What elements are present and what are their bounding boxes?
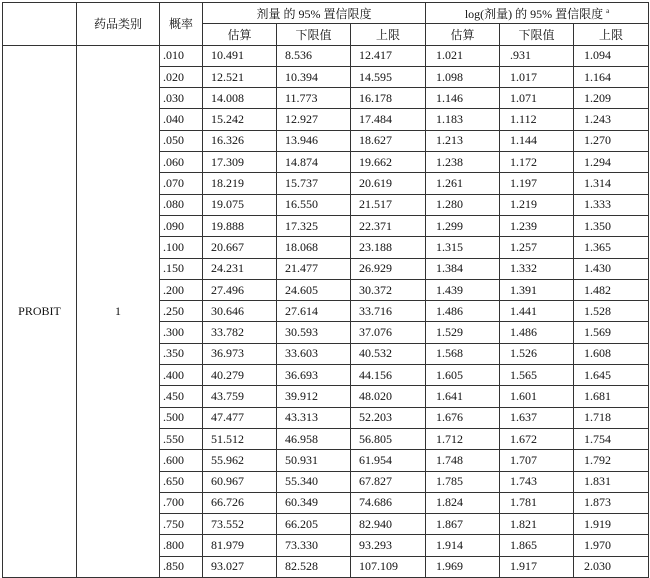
probability-cell: .350 xyxy=(160,343,203,364)
log-dose-upper-cell: 1.645 xyxy=(574,365,649,386)
dose-estimate-cell: 12.521 xyxy=(203,66,277,87)
log-dose-lower-cell: 1.144 xyxy=(500,130,574,151)
log-dose-estimate-cell: 1.146 xyxy=(426,88,500,109)
dose-estimate-cell: 40.279 xyxy=(203,365,277,386)
dose-estimate-cell: 93.027 xyxy=(203,556,277,577)
log-dose-estimate-cell: 1.914 xyxy=(426,535,500,556)
dose-upper-cell: 56.805 xyxy=(351,428,426,449)
log-dose-lower-cell: 1.486 xyxy=(500,322,574,343)
probability-cell: .030 xyxy=(160,88,203,109)
log-dose-upper-cell: 1.792 xyxy=(574,450,649,471)
log-dose-lower-cell: 1.112 xyxy=(500,109,574,130)
dose-lower-cell: 24.605 xyxy=(277,279,351,300)
log-dose-lower-cell: 1.637 xyxy=(500,407,574,428)
dose-upper-cell: 37.076 xyxy=(351,322,426,343)
log-dose-estimate-cell: 1.969 xyxy=(426,556,500,577)
header-log-dose-ci xyxy=(426,3,649,24)
log-dose-estimate-cell: 1.676 xyxy=(426,407,500,428)
log-dose-lower-cell: 1.526 xyxy=(500,343,574,364)
log-dose-estimate-cell: 1.785 xyxy=(426,471,500,492)
probability-cell: .050 xyxy=(160,130,203,151)
log-dose-upper-cell: 1.569 xyxy=(574,322,649,343)
dose-upper-cell: 23.188 xyxy=(351,237,426,258)
probability-cell: .800 xyxy=(160,535,203,556)
dose-estimate-cell: 36.973 xyxy=(203,343,277,364)
dose-upper-cell: 33.716 xyxy=(351,301,426,322)
dose-lower-cell: 18.068 xyxy=(277,237,351,258)
log-dose-lower-cell: 1.917 xyxy=(500,556,574,577)
log-dose-lower-cell: 1.865 xyxy=(500,535,574,556)
log-dose-lower-cell: 1.781 xyxy=(500,492,574,513)
log-dose-lower-cell: 1.743 xyxy=(500,471,574,492)
log-dose-estimate-cell: 1.529 xyxy=(426,322,500,343)
dose-upper-cell: 74.686 xyxy=(351,492,426,513)
dose-upper-cell: 14.595 xyxy=(351,66,426,87)
dose-upper-cell: 82.940 xyxy=(351,514,426,535)
header-drug-category: 药品类别 xyxy=(77,3,160,46)
probability-cell: .450 xyxy=(160,386,203,407)
dose-upper-cell: 48.020 xyxy=(351,386,426,407)
dose-lower-cell: 73.330 xyxy=(277,535,351,556)
log-dose-estimate-cell: 1.261 xyxy=(426,173,500,194)
dose-estimate-cell: 60.967 xyxy=(203,471,277,492)
log-dose-lower-cell: 1.071 xyxy=(500,88,574,109)
dose-lower-cell: 27.614 xyxy=(277,301,351,322)
log-dose-upper-cell: 1.608 xyxy=(574,343,649,364)
dose-lower-cell: 16.550 xyxy=(277,194,351,215)
dose-upper-cell: 17.484 xyxy=(351,109,426,130)
log-dose-upper-cell: 1.209 xyxy=(574,88,649,109)
log-dose-lower-cell: 1.257 xyxy=(500,237,574,258)
probability-cell: .700 xyxy=(160,492,203,513)
log-dose-lower-cell: 1.601 xyxy=(500,386,574,407)
log-dose-lower-cell: 1.197 xyxy=(500,173,574,194)
log-dose-lower-cell: .931 xyxy=(500,45,574,66)
dose-lower-cell: 21.477 xyxy=(277,258,351,279)
log-dose-estimate-cell: 1.641 xyxy=(426,386,500,407)
header-lower: 下限值 xyxy=(277,24,351,45)
log-dose-estimate-cell: 1.867 xyxy=(426,514,500,535)
dose-lower-cell: 39.912 xyxy=(277,386,351,407)
dose-lower-cell: 12.927 xyxy=(277,109,351,130)
probability-cell: .650 xyxy=(160,471,203,492)
dose-lower-cell: 55.340 xyxy=(277,471,351,492)
probability-cell: .200 xyxy=(160,279,203,300)
header-log-dose-ci-text: log(剂量) 的 95% 置信限度 xyxy=(464,6,604,21)
dose-lower-cell: 14.874 xyxy=(277,152,351,173)
dose-upper-cell: 52.203 xyxy=(351,407,426,428)
log-dose-upper-cell: 1.430 xyxy=(574,258,649,279)
log-dose-estimate-cell: 1.299 xyxy=(426,215,500,236)
log-dose-estimate-cell: 1.748 xyxy=(426,450,500,471)
method-cell: PROBIT xyxy=(3,45,77,577)
log-dose-upper-cell: 1.919 xyxy=(574,514,649,535)
dose-upper-cell: 26.929 xyxy=(351,258,426,279)
dose-lower-cell: 43.313 xyxy=(277,407,351,428)
dose-upper-cell: 67.827 xyxy=(351,471,426,492)
log-dose-estimate-cell: 1.824 xyxy=(426,492,500,513)
dose-estimate-cell: 43.759 xyxy=(203,386,277,407)
probability-cell: .600 xyxy=(160,450,203,471)
dose-lower-cell: 10.394 xyxy=(277,66,351,87)
dose-estimate-cell: 15.242 xyxy=(203,109,277,130)
footnote-marker: a xyxy=(606,6,610,15)
log-dose-lower-cell: 1.565 xyxy=(500,365,574,386)
log-dose-estimate-cell: 1.280 xyxy=(426,194,500,215)
log-dose-upper-cell: 1.528 xyxy=(574,301,649,322)
dose-estimate-cell: 14.008 xyxy=(203,88,277,109)
dose-estimate-cell: 66.726 xyxy=(203,492,277,513)
dose-upper-cell: 93.293 xyxy=(351,535,426,556)
dose-estimate-cell: 18.219 xyxy=(203,173,277,194)
dose-estimate-cell: 47.477 xyxy=(203,407,277,428)
log-dose-upper-cell: 1.243 xyxy=(574,109,649,130)
probability-cell: .750 xyxy=(160,514,203,535)
probability-cell: .100 xyxy=(160,237,203,258)
dose-lower-cell: 11.773 xyxy=(277,88,351,109)
table-row xyxy=(3,45,649,66)
table-header xyxy=(3,3,649,46)
dose-lower-cell: 36.693 xyxy=(277,365,351,386)
log-dose-estimate-cell: 1.486 xyxy=(426,301,500,322)
table-body xyxy=(3,45,649,577)
probability-cell: .550 xyxy=(160,428,203,449)
log-dose-lower-cell: 1.707 xyxy=(500,450,574,471)
log-dose-lower-cell: 1.017 xyxy=(500,66,574,87)
header-blank xyxy=(3,3,77,46)
dose-upper-cell: 16.178 xyxy=(351,88,426,109)
header-estimate: 估算 xyxy=(203,24,277,45)
probability-cell: .150 xyxy=(160,258,203,279)
header-row-1 xyxy=(3,3,649,24)
log-dose-upper-cell: 1.482 xyxy=(574,279,649,300)
dose-upper-cell: 22.371 xyxy=(351,215,426,236)
probability-cell: .080 xyxy=(160,194,203,215)
dose-estimate-cell: 19.075 xyxy=(203,194,277,215)
header-probability: 概率 xyxy=(160,3,203,46)
dose-estimate-cell: 17.309 xyxy=(203,152,277,173)
drug-category-cell: 1 xyxy=(77,45,160,577)
dose-upper-cell: 30.372 xyxy=(351,279,426,300)
dose-lower-cell: 60.349 xyxy=(277,492,351,513)
dose-lower-cell: 46.958 xyxy=(277,428,351,449)
dose-estimate-cell: 20.667 xyxy=(203,237,277,258)
log-dose-estimate-cell: 1.568 xyxy=(426,343,500,364)
probability-cell: .010 xyxy=(160,45,203,66)
dose-estimate-cell: 16.326 xyxy=(203,130,277,151)
dose-estimate-cell: 10.491 xyxy=(203,45,277,66)
probability-cell: .300 xyxy=(160,322,203,343)
log-dose-upper-cell: 1.681 xyxy=(574,386,649,407)
dose-upper-cell: 21.517 xyxy=(351,194,426,215)
probability-cell: .250 xyxy=(160,301,203,322)
dose-estimate-cell: 19.888 xyxy=(203,215,277,236)
dose-upper-cell: 12.417 xyxy=(351,45,426,66)
log-dose-estimate-cell: 1.238 xyxy=(426,152,500,173)
log-dose-upper-cell: 1.094 xyxy=(574,45,649,66)
probability-cell: .500 xyxy=(160,407,203,428)
log-dose-lower-cell: 1.441 xyxy=(500,301,574,322)
dose-estimate-cell: 30.646 xyxy=(203,301,277,322)
probability-cell: .060 xyxy=(160,152,203,173)
header-upper: 上限 xyxy=(351,24,426,45)
log-dose-lower-cell: 1.239 xyxy=(500,215,574,236)
dose-lower-cell: 13.946 xyxy=(277,130,351,151)
log-dose-upper-cell: 1.970 xyxy=(574,535,649,556)
log-dose-estimate-cell: 1.021 xyxy=(426,45,500,66)
header-log-lower: 下限值 xyxy=(500,24,574,45)
probability-cell: .850 xyxy=(160,556,203,577)
dose-upper-cell: 40.532 xyxy=(351,343,426,364)
dose-estimate-cell: 51.512 xyxy=(203,428,277,449)
log-dose-upper-cell: 1.270 xyxy=(574,130,649,151)
log-dose-upper-cell: 1.164 xyxy=(574,66,649,87)
dose-lower-cell: 17.325 xyxy=(277,215,351,236)
log-dose-estimate-cell: 1.384 xyxy=(426,258,500,279)
dose-estimate-cell: 81.979 xyxy=(203,535,277,556)
dose-lower-cell: 30.593 xyxy=(277,322,351,343)
log-dose-upper-cell: 1.350 xyxy=(574,215,649,236)
dose-upper-cell: 44.156 xyxy=(351,365,426,386)
log-dose-estimate-cell: 1.605 xyxy=(426,365,500,386)
log-dose-lower-cell: 1.332 xyxy=(500,258,574,279)
log-dose-estimate-cell: 1.098 xyxy=(426,66,500,87)
log-dose-estimate-cell: 1.712 xyxy=(426,428,500,449)
dose-lower-cell: 82.528 xyxy=(277,556,351,577)
probability-cell: .020 xyxy=(160,66,203,87)
dose-lower-cell: 8.536 xyxy=(277,45,351,66)
dose-lower-cell: 33.603 xyxy=(277,343,351,364)
log-dose-lower-cell: 1.391 xyxy=(500,279,574,300)
dose-upper-cell: 107.109 xyxy=(351,556,426,577)
log-dose-upper-cell: 1.314 xyxy=(574,173,649,194)
log-dose-upper-cell: 1.365 xyxy=(574,237,649,258)
log-dose-estimate-cell: 1.315 xyxy=(426,237,500,258)
dose-estimate-cell: 33.782 xyxy=(203,322,277,343)
log-dose-upper-cell: 1.873 xyxy=(574,492,649,513)
dose-upper-cell: 61.954 xyxy=(351,450,426,471)
log-dose-upper-cell: 1.831 xyxy=(574,471,649,492)
probability-cell: .040 xyxy=(160,109,203,130)
dose-estimate-cell: 27.496 xyxy=(203,279,277,300)
log-dose-upper-cell: 2.030 xyxy=(574,556,649,577)
dose-upper-cell: 19.662 xyxy=(351,152,426,173)
log-dose-upper-cell: 1.754 xyxy=(574,428,649,449)
log-dose-estimate-cell: 1.213 xyxy=(426,130,500,151)
dose-estimate-cell: 73.552 xyxy=(203,514,277,535)
dose-estimate-cell: 55.962 xyxy=(203,450,277,471)
dose-estimate-cell: 24.231 xyxy=(203,258,277,279)
probability-cell: .070 xyxy=(160,173,203,194)
log-dose-lower-cell: 1.821 xyxy=(500,514,574,535)
log-dose-estimate-cell: 1.439 xyxy=(426,279,500,300)
log-dose-lower-cell: 1.172 xyxy=(500,152,574,173)
header-log-upper: 上限 xyxy=(574,24,649,45)
dose-lower-cell: 50.931 xyxy=(277,450,351,471)
header-dose-ci: 剂量 的 95% 置信限度 xyxy=(203,3,426,24)
dose-lower-cell: 66.205 xyxy=(277,514,351,535)
dose-upper-cell: 20.619 xyxy=(351,173,426,194)
probit-confidence-table xyxy=(2,2,649,578)
log-dose-upper-cell: 1.294 xyxy=(574,152,649,173)
log-dose-upper-cell: 1.333 xyxy=(574,194,649,215)
log-dose-lower-cell: 1.672 xyxy=(500,428,574,449)
header-log-estimate: 估算 xyxy=(426,24,500,45)
dose-upper-cell: 18.627 xyxy=(351,130,426,151)
log-dose-lower-cell: 1.219 xyxy=(500,194,574,215)
log-dose-upper-cell: 1.718 xyxy=(574,407,649,428)
log-dose-estimate-cell: 1.183 xyxy=(426,109,500,130)
probability-cell: .090 xyxy=(160,215,203,236)
probability-cell: .400 xyxy=(160,365,203,386)
dose-lower-cell: 15.737 xyxy=(277,173,351,194)
